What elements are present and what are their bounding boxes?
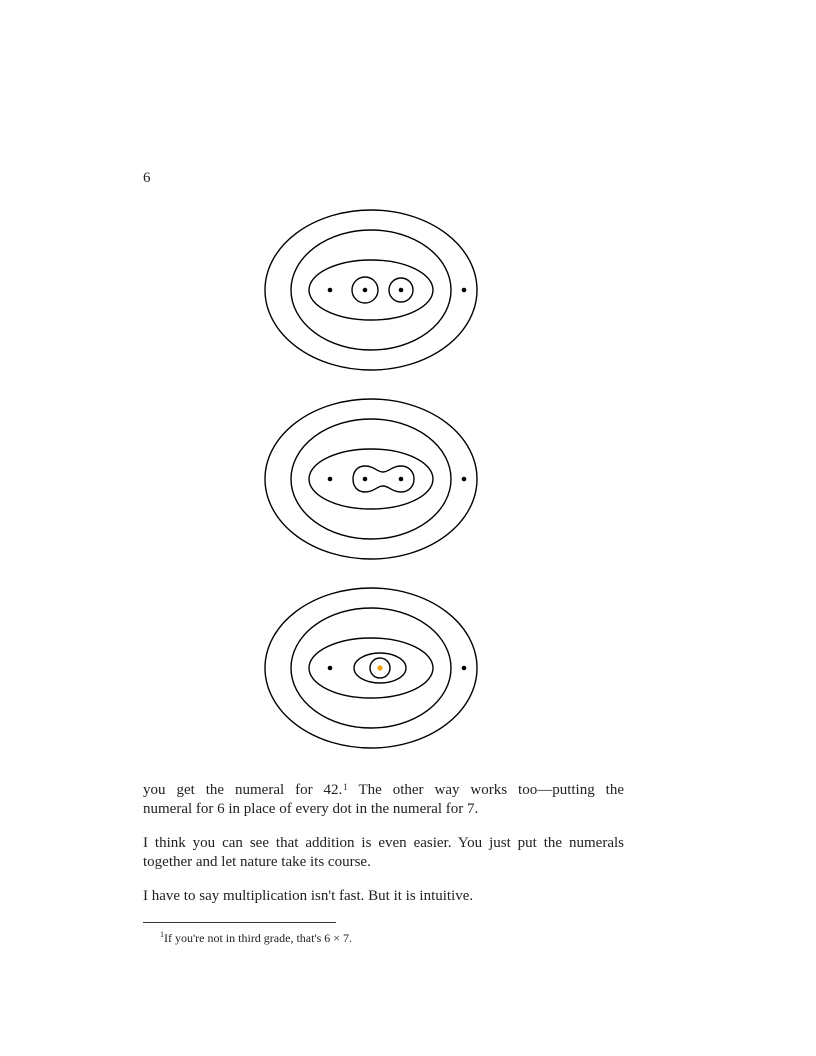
dot bbox=[462, 477, 467, 482]
middle-ring bbox=[291, 419, 451, 539]
paragraph-3: I have to say multiplication isn't fast. But it is intuitive. bbox=[143, 888, 474, 904]
footnote bbox=[160, 928, 352, 945]
outer-ring bbox=[265, 210, 477, 370]
outer-ring bbox=[265, 399, 477, 559]
dot bbox=[328, 477, 333, 482]
dot bbox=[399, 288, 404, 293]
highlight-dot bbox=[377, 665, 382, 670]
footnote-text: If you're not in third grade, that's 6 × 7. bbox=[164, 931, 353, 945]
dot bbox=[399, 477, 404, 482]
paragraph-1 bbox=[143, 781, 624, 819]
paragraph-1-line-2: numeral for 6 in place of every dot in the numeral for 7. bbox=[143, 801, 479, 817]
inner-ring bbox=[309, 638, 433, 698]
middle-ring bbox=[291, 230, 451, 350]
dot bbox=[328, 666, 333, 671]
paragraph-2: I think you can see that addition is even easier. You just put the numerals together and let nature take its course. bbox=[143, 835, 624, 870]
paragraph-1-line-1: you get the numeral for 42.$^1$ The other way works too—putting the bbox=[143, 782, 624, 798]
dot bbox=[328, 288, 333, 293]
numeral-diagram-merging bbox=[260, 394, 485, 564]
outer-ring bbox=[265, 588, 477, 748]
dot bbox=[462, 666, 467, 671]
dot bbox=[363, 477, 368, 482]
footnote-reference[interactable]: 1 bbox=[343, 782, 348, 792]
dot bbox=[462, 288, 467, 293]
dot bbox=[363, 288, 368, 293]
middle-ring bbox=[291, 608, 451, 728]
numeral-diagram-before bbox=[260, 205, 485, 375]
merged-circles bbox=[353, 466, 414, 492]
numeral-diagram-after bbox=[260, 583, 485, 753]
page-number: 6 bbox=[143, 170, 151, 186]
inner-ring bbox=[309, 260, 433, 320]
footnote-divider bbox=[143, 922, 336, 923]
footnote-mark: 1 bbox=[160, 930, 164, 939]
